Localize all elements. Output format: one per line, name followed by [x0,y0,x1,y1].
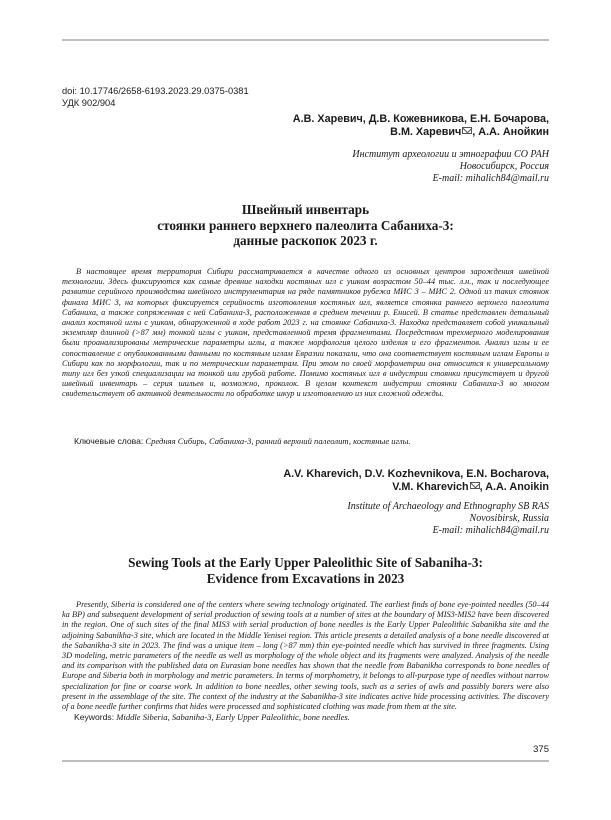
authors-en [283,468,549,494]
authors-ru-line1: А.В. Харевич, Д.В. Кожевникова, Е.Н. Бочарова, [292,113,549,125]
bottom-rule [62,760,549,762]
envelope-icon [470,482,480,489]
authors-en-line2 [283,481,549,494]
title-en [62,555,549,586]
affiliation-ru-institute: Институт археологии и этнографии СО РАН [352,149,549,160]
abstract-ru [62,267,549,400]
authors-en-line1: A.V. Kharevich, D.V. Kozhevnikova, E.N. Bocharova, [283,468,549,480]
keywords-en-label: Keywords: [74,712,115,722]
last-author-ru: , А.А. Анойкин [472,126,549,138]
affiliation-en-institute: Institute of Archaeology and Ethnography SB RAS [347,501,549,512]
keywords-ru [74,436,549,447]
doi: doi: 10.17746/2658-6193.2023.29.0375-0381 [62,86,249,96]
affiliation-en [347,501,549,537]
affiliation-ru [352,149,549,185]
corresponding-author-ru: В.М. Харевич [390,126,462,138]
keywords-ru-label: Ключевые слова: [74,436,144,446]
title-ru [62,202,549,249]
title-en-line1: Sewing Tools at the Early Upper Paleolithic Site of Sabaniha-3: [128,555,483,570]
article-meta [62,86,249,109]
keywords-en-text: Middle Siberia, Sabaniha-3, Early Upper Paleolithic, bone needles. [114,712,350,722]
affiliation-en-email: E-mail: mihalich84@mail.ru [432,525,549,536]
affiliation-ru-city: Новосибирск, Россия [459,161,549,172]
envelope-icon [462,127,472,134]
corresponding-author-en: V.M. Kharevich [392,481,469,493]
top-rule [62,39,549,41]
affiliation-en-city: Novosibirsk, Russia [469,513,549,524]
abstract-en-text: Presently, Siberia is considered one of the centers where sewing technology originated. The earliest finds of bone eye-pointed needles (50–44 ka BP) and subsequent development of serial production of sewing tools at a number of sites at the boundary of MIS3-MIS2 have been discovered in the region. One of such sites of the final MIS3 with serial production of bone needles is the Early Upper Paleolithic Sabanikha site and the adjoining Sabanikha-3 site, which are located in the Middle Yenisei region. This article presents a detailed analysis of a bone needle discovered at the Sabanikha-3 site in 2023. The find was a unique item – long (>87 mm) thin eye-pointed needle which has survived in three fragments. Using 3D modeling, metric parameters of the needle as well as morphology of the whole object and its fragments were analyzed. Analysis of the needle and its comparison with the published data on Eurasian bone needles has shown that the needle from Babanikha corresponds to bone needles of Europe and Siberia both in morphology and metric parameters. In terms of morphometry, it belongs to all-purpose type of needles without narrow specialization for fine or coarse work. In addition to bone needles, other sewing tools, such as a series of awls and possibly borers were also present in the assemblage of the site. The context of the industry at the Sabanikha-3 site indicates active hide processing activities. The discovery of a bone needle further confirms that hides were processed and sophisticated clothing was made from them at the site. [62,600,549,712]
title-ru-line3: данные раскопок 2023 г. [233,233,378,248]
authors-ru-line2 [293,126,549,139]
title-ru-line1: Швейный инвентарь [241,202,370,217]
title-en-line2: Evidence from Excavations in 2023 [206,570,405,586]
udk: УДК 902/904 [62,97,116,108]
page-number: 375 [533,744,549,755]
abstract-en [62,600,549,712]
last-author-en: , A.A. Anoikin [479,481,549,493]
keywords-en [74,712,549,723]
abstract-ru-text: В настоящее время территория Сибири рассматривается в качестве одного из основных центров зарождения швейной технологии. Здесь фиксируются как самые древние находки костяных игл с ушком возрастом 50–44 тыс. л.н., так и последующее развитие серийного производства швейного инструментария на ряде памятников рубежа МИС 3 – МИС 2. Одной из таких стоянок финала МИС 3, на которых фиксируется серийность изготовления костяных игл, является стоянка раннего верхнего палеолита Сабаниха, а также сопряженная с ней Сабаниха-3, расположенная в среднем течении р. Енисей. В статье представлен детальный анализ костяной иглы с ушком, обнаруженной в ходе работ 2023 г. на стоянке Сабаниха-3. Находка представляет собой уникальный экземпляр длинной (>87 мм) тонкой иглы с ушком, представленной тремя фрагментами. Посредством трехмерного моделирования были проанализированы метрические параметры иглы, а также морфология целого изделия и его фрагментов. Анализ иглы и ее сопоставление с опубликованными данными по костяным иглам Евразии показали, что она соответствует костяным иглам Европы и Сибири как по морфологии, так и по метрическим параметрам. При этом по своей морфометрии она относится к универсальному типу игл без узкой специализации на тонкой или грубой работе. Помимо костяных игл в индустрии стоянки присутствует и другой швейный инвентарь – серия шильев и, возможно, проколок. В целом контекст индустрии стоянки Сабаниха-3 во многом свидетельствует об активной деятельности по обработке шкур и изготовлению из них сложной одежды. [62,267,549,399]
keywords-ru-text: Средняя Сибирь, Сабаниха-3, ранний верхний палеолит, костяные иглы. [143,436,411,446]
title-ru-line2: стоянки раннего верхнего палеолита Сабаниха-3: [157,217,454,233]
affiliation-ru-email: E-mail: mihalich84@mail.ru [432,173,549,184]
authors-ru [293,113,549,139]
